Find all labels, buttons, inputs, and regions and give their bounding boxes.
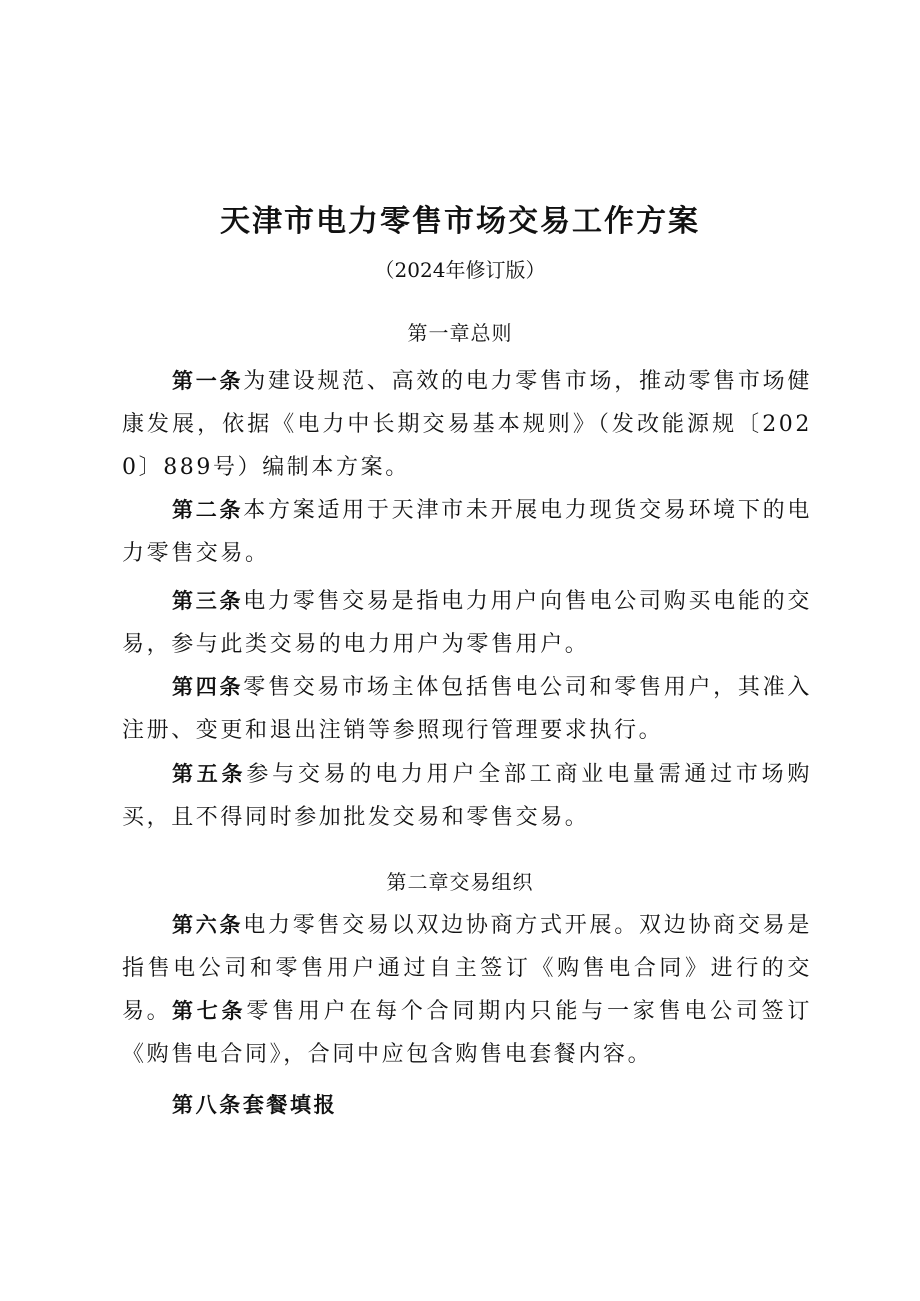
article-2 (122, 489, 812, 575)
document-subtitle: （2024年修订版） (374, 258, 546, 282)
article-text: 参与交易的电力用户全部工商业电量需通过市场购买，且不得同时参加批发交易和零售交易。 (122, 762, 813, 830)
chapter-heading: 第二章交易组织 (386, 870, 534, 894)
article-text: 电力零售交易以双边协商方式开展。双边协商交易是指售电公司和零售用户通过自主签订《购售电合同》进行的交易。 (122, 913, 812, 1024)
article-text: 为建设规范、高效的电力零售市场，推动零售市场健康发展，依据《电力中长期交易基本规则》（发改能源规〔2020〕889号）编制本方案。 (122, 369, 812, 480)
article-label: 第二条 (172, 498, 244, 522)
document-title: 天津市电力零售市场交易工作方案 (220, 204, 700, 239)
article-label: 第三条 (172, 589, 244, 613)
article-1 (122, 360, 812, 489)
article-text: 零售交易市场主体包括售电公司和零售用户，其准入注册、变更和退出注销等参照现行管理要求执行。 (122, 675, 812, 743)
article-text: 零售用户在每个合同期内只能与一家售电公司签订《购售电合同》，合同中应包含购售电套餐内容。 (122, 999, 813, 1067)
article-text: 套餐填报 (242, 1093, 338, 1117)
article-8 (122, 1084, 812, 1127)
article-text: 电力零售交易是指电力用户向售电公司购买电能的交易，参与此类交易的电力用户为零售用户。 (122, 589, 812, 657)
article-label: 第七条 (172, 999, 247, 1023)
article-label: 第六条 (172, 913, 244, 937)
article-7 (122, 990, 812, 1076)
article-label: 第一条 (172, 369, 244, 393)
article-5 (122, 753, 812, 839)
article-label: 第五条 (172, 762, 247, 786)
article-label: 第四条 (172, 675, 244, 699)
article-3 (122, 580, 812, 666)
article-4 (122, 666, 812, 752)
article-label: 第八条 (172, 1093, 243, 1117)
chapter-heading: 第一章总则 (407, 321, 513, 345)
article-text: 本方案适用于天津市未开展电力现货交易环境下的电力零售交易。 (122, 498, 812, 566)
